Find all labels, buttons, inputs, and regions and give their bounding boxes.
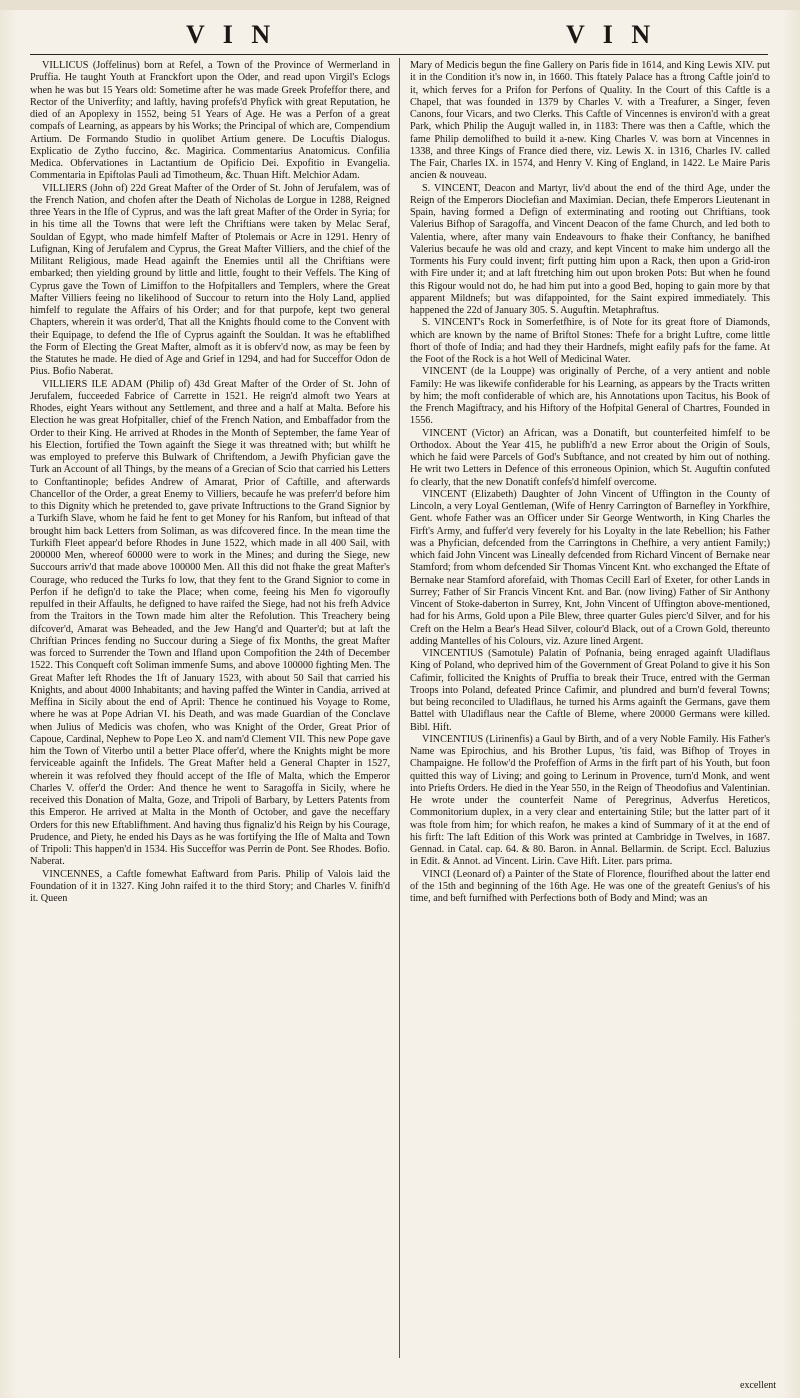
entry-vincennes: VINCENNES, a Caftle fomewhat Eaftward from Paris. Philip of Valois laid the Foundation of it in 1327. King John raifed it to the third Story; and Charles V. finifh'd it. Queen bbox=[30, 868, 390, 904]
entry-s-vincent-deacon: S. VINCENT, Deacon and Martyr, liv'd about the end of the third Age, under the Reign of the Emperors Dioclefian and Maximian. Decian, thefe Emperors Lieutenant in Spain, having formed a Defign of exterminating and rooting out Chriftians, took Valerius Bifhop of Saragoffa, and Vincent Deacon of the fame Church, and led both to Valentia, where, after many vain Endeavours to fhake their Conftancy, he banifhed Valerius becaufe he was old and crazy, and kept Vincent to make him undergo all the Torments his Fury could invent; firft putting him upon a Rack, then upon a Grid-iron with Fire under it; and at laft ftretching him out upon broken Pots: But when he found this Rigour would not do, he had him put into a good Bed, hoping to gain more by that apparent Mildnefs; but was difappointed, for the Saint expired immediately. This happened the 22d of January 305. S. Auguftin. Metaphraftus. bbox=[410, 182, 770, 316]
entry-vinci-leonard: VINCI (Leonard of) a Painter of the State of Florence, flourifhed about the latter end of the 15th and beginning of the 16th Age. He was one of the greateft Genius's of his time, and beft furnifhed with Perfections both of Body and Mind; was an bbox=[410, 868, 770, 904]
entry-vincennes-continued: Mary of Medicis begun the fine Gallery on Paris fide in 1614, and King Lewis XIV. put it in the Condition it's now in, in 1660. This ftately Palace has a ftrong Caftle join'd to it, which ferves for a Prifon for Perfons of Quality. In the Court of this Caftle is a Chapel, that was founded in 1379 by Charles V. with a Treafurer, a Singer, feven Canons, four Vicars, and two Clerks. This Caftle of Vincennes is environ'd with a great Park, which Philip the Augujt walled in, in 1183: There was then a Caftle, which the fame Philip demolifhed to build it a-new. King Charles V. was born at Vincennes in 1338, and three Kings of France died there, viz. Lewis X. in 1316, Charles IV. called The Fair, Charles IX. in 1574, and Henry V. King of England, in 1422. Le Maire Paris ancien & nouveau. bbox=[410, 60, 770, 182]
entry-vincentius-samotule: VINCENTIUS (Samotule) Palatin of Pofnania, being enraged againft Uladiflaus King of Poland, who deprived him of the Government of Great Poland to give it his Son Cafimir, follicited the Knights of Pruffia to break their Truce, entred with the German Troops into Poland, defeated Prince Cafimir, and plundred and burn'd feveral Towns; but being reconciled to Uladiflaus, he turned his Arms againft the Germans, gave them Battel with Uladiflaus near the Caftle of Bleme, where 20000 Germans were killed. Bibl. Hift. bbox=[410, 648, 770, 733]
entry-villiers-ile-adam: VILLIERS ILE ADAM (Philip of) 43d Great Mafter of the Order of St. John of Jerufalem, fucceeded Fabrice of Carrette in 1521. He reign'd almoft two Years at Rhodes, eight Years without any Settlement, and three and a half at Malta. Before his Election he was great Hofpitaller, chief of the French Nation, and Embaffador from the Order to their King. He arrived at Rhodes in the Month of September, the fame Year of his Election, fortified the Town againft the Siege it was threatned with; but whilft he was employed to preferve this Bulwark of Chriftendom, a Jewifh Phyfician gave the Turk an Account of all Things, by the means of a Grecian of Scio that carried his Letters to Conftantinople; befides Andrew of Amarat, Prior of Caftille, and afterwards Chancellor of the Order, a great Enemy to Villiers, becaufe he was preferr'd before him to this Dignity which he pretended to, gave private Inftructions to the Grand Signior by a Turkifh Slave, whom he faid he fent to get Money for his Ranfom, but inftead of that brought him back Letters from Soliman, as was difcovered fince. In the mean time the Turkifh Fleet appear'd before Rhodes in June 1522, which made in all 400 Sail, with 200000 Men, whereof 60000 were to work in the Mines; and during the Siege, new Succours arriv'd that made above 100000 Men. All this did not fhake the great Mafter's Courage, who reduced the Turks fo low, that they fent to the Grand Signior to come in Perfon if he defign'd to take the Place; when come, feeing his Men fo vigoroufly repulfed in their Affaults, he defigned to have raifed the Siege, had not his frefh Advice from the Traitors in the Town made him alter the Refolution. This Treachery being difcover'd, Amarat was Beheaded, and the Jew Hang'd and Quarter'd; but at laft the Chriftian Princes fending no Succour during a Siege of fix Months, the great Mafter was forced to Surrender the Town and Ifland upon Compofition the 24th of December 1522. This Conqueft coft Soliman immenfe Sums, and above 100000 fighting Men. The Great Mafter left Rhodes the 1ft of January 1523, with about 50 Sail that carried his Knights, and about 4000 Inhabitants; and having paffed the Winter in Candia, arrived at Meffina in Sicily about the end of April: Thence he continued his Voyage to Rome, where he was at Pope Adrian VI. his Death, and was made Guardian of the Conclave when Julius of Medicis was chofen, who was Knight of the Order, Great Prior of Capoue, Cardinal, Nephew to Pope Leo X. and nam'd Clement VII. This new Pope gave him the Town of Viterbo until a better Place offer'd, where the Knights might be more ferviceable againft the Infidels. The Great Mafter held a General Chapter in 1527, wherein it was refolved they fhould accept of the Ifle of Malta, which the Emperor Charles V. offer'd the Order: And thence he went to Saragoffa in Sicily, where he received this Donation of Malta, Goze, and Tripoli of Barbary, by Letters Patents from this Emperor. He arrived at Malta in the Month of October, and gave the neceffary Orders for this new Eftablifhment. And having thus fignaliz'd his Reign by his Courage, Prudence, and Piety, he ended his Days as he was fortifying the Ifle of Malta and Town of Tripoli: This happen'd in 1534. His Succeffor was Perrin de Pont. See Rhodes. Bofio. Naberat. bbox=[30, 378, 390, 868]
entry-villicus: VILLICUS (Joffelinus) born at Refel, a Town of the Province of Wermerland in Pruffia. He taught Youth at Franckfort upon the Oder, and read upon Virgil's Eclogs when he was but 15 Years old: Sometime after he was made Greek Profeffor there, and Rector of the Univerfity; and laftly, having profefs'd Phyfick with great Reputation, he died of an Apoplexy in 1552, being 51 Years of Age. He was a Perfon of a great compafs of Learning, as appears by his Works; the Principal of which are, Compendium Artium. De Formando Studio in quolibet Artium genere. De Locuftis Dialogus. Explicatio de Zytho fuccino, &c. Magirica. Commentarius Anatomicus. Confilia Medica. Obfervationes in Lactantium de Opificio Dei. Expofitio in Evangelia. Commentaria in Epiftolas Pauli ad Timotheum, &c. Thuan Hift. Melchior Adam. bbox=[30, 60, 390, 182]
running-head bbox=[0, 20, 800, 48]
entry-villiers-john: VILLIERS (John of) 22d Great Mafter of the Order of St. John of Jerufalem, was of the French Nation, and chofen after the Death of Nicholas de Lorgue in 1288, Reigned three Years in the Ifle of Cyprus, and was the laft great Mafter of the Order in Syria; for in his time all the Towns that were left the Chriftians were taken by Melac Seraf, Souldan of Egypt, who made himfelf Mafter of Ptolemais or Acre in 1291. Henry of Lufignan, King of Jerufalem and Cyprus, the Great Mafter Villiers, and the chief of the Militant Religious, made Head againft the Enemies until all the Chriftians were embarked; then yielding ground by little and little, fought to their Veffels. The King of Cyprus gave the Town of Limiffon to the Hofpitallers and Templers, where the Great Mafter Villiers feeing no likelihood of Succour to return into the Holy Land, applied himfelf to regulate the Affairs of his Order; and for that purpofe, kept two general Chapters, wherein it was order'd, That all the Knights fhould come to the Convent with their Equipage, to defend the Ifle of Cyprus againft the Souldan. It was he eftablifhed the Form of Electing the Great Mafter, almoft as it is obferv'd now, as may be feen by the Statutes he made. He died of Age and Grief in 1294, and had for Succeffor Odon de Pius. Bofio Naberat. bbox=[30, 182, 390, 378]
running-head-left: V I N bbox=[186, 20, 277, 49]
entry-s-vincents-rock: S. VINCENT's Rock in Somerfetfhire, is of Note for its great ftore of Diamonds, which are known by the name of Briftol Stones: Thefe for a bright Luftre, come little fhort of thofe of India; and had they their Hardnefs, might eafily pafs for the fame. At the Foot of the Rock is a hot Well of Medicinal Water. bbox=[410, 317, 770, 365]
page-top-edge bbox=[0, 0, 800, 10]
column-divider bbox=[399, 58, 400, 1358]
entry-vincent-elizabeth: VINCENT (Elizabeth) Daughter of John Vincent of Uffington in the County of Lincoln, a very Loyal Gentleman, (Wife of Henry Carrington of Barnefley in Yorkfhire, Gent. whofe Father was an Officer under Sir George Wentworth, in King Charles the Firft's Army, and fuffer'd very feverely for his Loyalty in the late Rebellion; his Father was a Phyfician, defcended from the Carringtons in Chefhire, a very antient Family;) which faid John Vincent was Lineally defcended from Richard Vincent of Bernake near Stamford; from whom defcended Sir Thomas Vincent Knt. who exchanged the Eftate of Bernake near Stamford aforefaid, with Thomas Cecill Earl of Exeter, for other Lands in Surrey; Father of Sir Francis Vincent Knt. and Bar. (now living) Father of Sir Anthony Vincent of Stoke-daberton in Surrey, Knt, John Vincent of Uffington above-mentioned, had for his Arms, Gold upon a Pile Blew, three quarter Gules pierc'd Silver, and for his Creft on the Helm a Bear's Head Silver, colour'd Black, out of a Crown Gold, thereunto adding Mantelles of his Colours, viz. Azure lined Argent. bbox=[410, 488, 770, 647]
right-column bbox=[410, 60, 770, 905]
running-head-right: V I N bbox=[566, 20, 657, 49]
catchword: excellent bbox=[740, 1380, 777, 1391]
left-column bbox=[30, 60, 390, 905]
entry-vincentius-lirinensis: VINCENTIUS (Lirinenfis) a Gaul by Birth, and of a very Noble Family. His Father's Name was Epirochius, and his Brother Lupus, 'tis faid, was Bifhop of Troyes in Champaigne. He follow'd the Profeffion of Arms in the firft part of his Youth, but foon quitted this way of Living; and going to Lerinum in Provence, turn'd Monk, and went into Priefts Orders. He died in the Year 550, in the Reign of Theodofius and Valentinian. He wrote under the counterfeit Name of Peregrinus, Adverfus Hereticos, Commonitorium duplex, in a very clear and entertaining Stile; but the latter part of it was ftole from him; for which reafon, he makes a kind of Summary of it at the end of his firft: The laft Edition of this Work was printed at Cambridge in Twelves, in 1687. Gennad. in Catal. cap. 64. & 80. Baron. in Annal. Bellarmin. de Script. Eccl. Baluzius in Edit. & Annot. ad Vincent. Lirin. Cave Hift. Liter. pars prima. bbox=[410, 733, 770, 868]
entry-vincent-de-la-louppe: VINCENT (de la Louppe) was originally of Perche, of a very antient and noble Family: He was likewife confiderable for his Learning, as appears by the Tracts written by him; the moft confiderable of which are, his Annotations upon Tacitus, his Book of the French Magiftracy, and his Hiftory of the Hofpital General of Chartres, Founded in 1556. bbox=[410, 366, 770, 427]
entry-vincent-victor: VINCENT (Victor) an African, was a Donatift, but counterfeited himfelf to be Orthodox. About the Year 415, he publifh'd a new Error about the Origin of Souls, which he faid were Parcels of God's Subftance, and not created by him out of nothing. He writ two Letters in Defence of this erroneous Opinion, which St. Auguftin confuted fo clearly, that the new Donatift confefs'd himfelf overcome. bbox=[410, 427, 770, 488]
header-rule bbox=[30, 54, 768, 55]
